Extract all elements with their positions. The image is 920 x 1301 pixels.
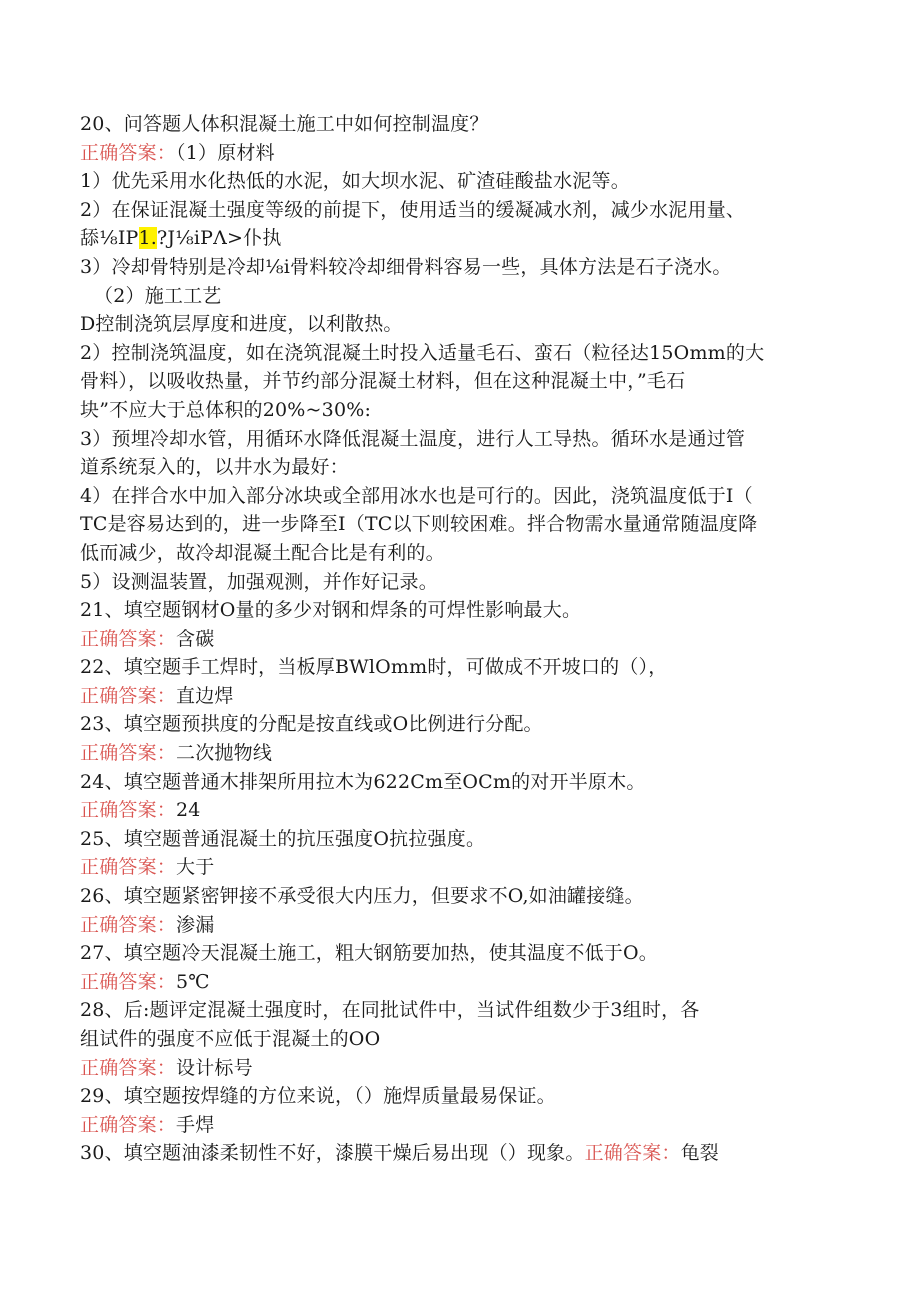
answer-27: 正确答案：5℃ (80, 970, 210, 993)
question-29: 29、填空题按焊缝的方位来说，（）施焊质量最易保证。 (80, 1085, 556, 1108)
question-24: 24、填空题普通木排架所用拉木为622Cm至OCm的对开半原木。 (80, 770, 646, 793)
answer-20-line-12: TC是容易达到的，进一步降至I（TC以下则较困难。拌合物需水量通常随温度降 (80, 513, 758, 536)
question-27: 27、填空题冷天混凝土施工，粗大钢筋要加热，使其温度不低于O。 (80, 942, 658, 965)
answer-20-line-4: 3）冷却骨特别是冷却⅛i骨料较冷却细骨料容易一些，具体方法是石子浇水。 (80, 255, 732, 278)
answer-20-line-11: 4）在拌合水中加入部分冰块或全部用冰水也是可行的。因此，浇筑温度低于I（ (80, 484, 753, 507)
answer-label: 正确答案： (80, 970, 177, 993)
question-25: 25、填空题普通混凝土的抗压强度O抗拉强度。 (80, 827, 486, 850)
answer-23: 正确答案：二次抛物线 (80, 742, 273, 765)
answer-24: 正确答案：24 (80, 799, 201, 822)
answer-20-section-2: （2）施工工艺 (94, 284, 222, 307)
answer-label: 正确答案： (80, 1113, 177, 1136)
answer-20-line-9: 3）预埋冷却水管，用循环水降低混凝土温度，进行人工导热。循环水是通过管 (80, 427, 746, 450)
answer-label: 正确答案： (80, 856, 177, 879)
answer-label: 正确答案： (80, 141, 177, 164)
answer-label: 正确答案： (80, 684, 177, 707)
answer-label: 正确答案： (80, 1056, 177, 1079)
answer-20-line-14: 5）设测温装置，加强观测，并作好记录。 (80, 570, 438, 593)
answer-label: 正确答案： (80, 799, 177, 822)
answer-26: 正确答案：渗漏 (80, 913, 215, 936)
question-30: 30、填空题油漆柔韧性不好，漆膜干燥后易出现（）现象。正确答案：龟裂 (80, 1142, 720, 1165)
answer-21: 正确答案：含碳 (80, 627, 215, 650)
answer-20-line-6: 2）控制浇筑温度，如在浇筑混凝土时投入适量毛石、蛮石（粒径达15Omm的大 (80, 341, 765, 364)
answer-label: 正确答案： (80, 627, 177, 650)
highlighted-text: 1. (138, 227, 158, 250)
question-23: 23、填空题预拱度的分配是按直线或O比例进行分配。 (80, 713, 543, 736)
question-22: 22、填空题手工焊时，当板厚BWlOmm时，可做成不开坡口的（）， (80, 656, 668, 679)
answer-20-line-2: 2）在保证混凝土强度等级的前提下，使用适当的缓凝减水剂，减少水泥用量、 (80, 198, 746, 221)
answer-20-line-3: 舔⅛IP1.?J⅛iPΛ>仆执 (80, 227, 282, 250)
answer-20-line-10: 道系统泵入的，以井水为最好： (80, 456, 349, 479)
answer-20-line-8: 块”不应大于总体积的20%~30%: (80, 398, 372, 421)
answer-label: 正确答案： (80, 913, 177, 936)
answer-20-line-13: 低而减少，故冷却混凝土配合比是有利的。 (80, 541, 445, 564)
answer-20-line-5: D控制浇筑层厚度和进度，以利散热。 (80, 313, 403, 336)
answer-29: 正确答案：手焊 (80, 1113, 215, 1136)
question-20: 20、问答题人体积混凝土施工中如何控制温度？ (80, 113, 489, 135)
answer-20-line-7: 骨料），以吸收热量，并节约部分混凝土材料，但在这种混凝土中，”毛石 (80, 370, 686, 393)
question-26: 26、填空题紧密钾接不承受很大内压力，但要求不O,如油罐接缝。 (80, 885, 644, 908)
answer-22: 正确答案：直边焊 (80, 684, 234, 707)
answer-20-line-1: 1）优先采用水化热低的水泥，如大坝水泥、矿渣硅酸盐水泥等。 (80, 170, 630, 193)
document-page (80, 110, 840, 1168)
answer-28: 正确答案：设计标号 (80, 1056, 253, 1079)
answer-label: 正确答案： (80, 742, 177, 765)
answer-label: 正确答案： (584, 1142, 681, 1165)
answer-20: 正确答案：（1）原材料 (80, 141, 275, 164)
answer-25: 正确答案：大于 (80, 856, 215, 879)
question-28-continued: 组试件的强度不应低于混凝土的OO (80, 1028, 381, 1050)
question-28: 28、后:题评定混凝土强度时，在同批试件中，当试件组数少于3组时，各 (80, 999, 700, 1022)
question-21: 21、填空题钢材O量的多少对钢和焊条的可焊性影响最大。 (80, 599, 582, 622)
